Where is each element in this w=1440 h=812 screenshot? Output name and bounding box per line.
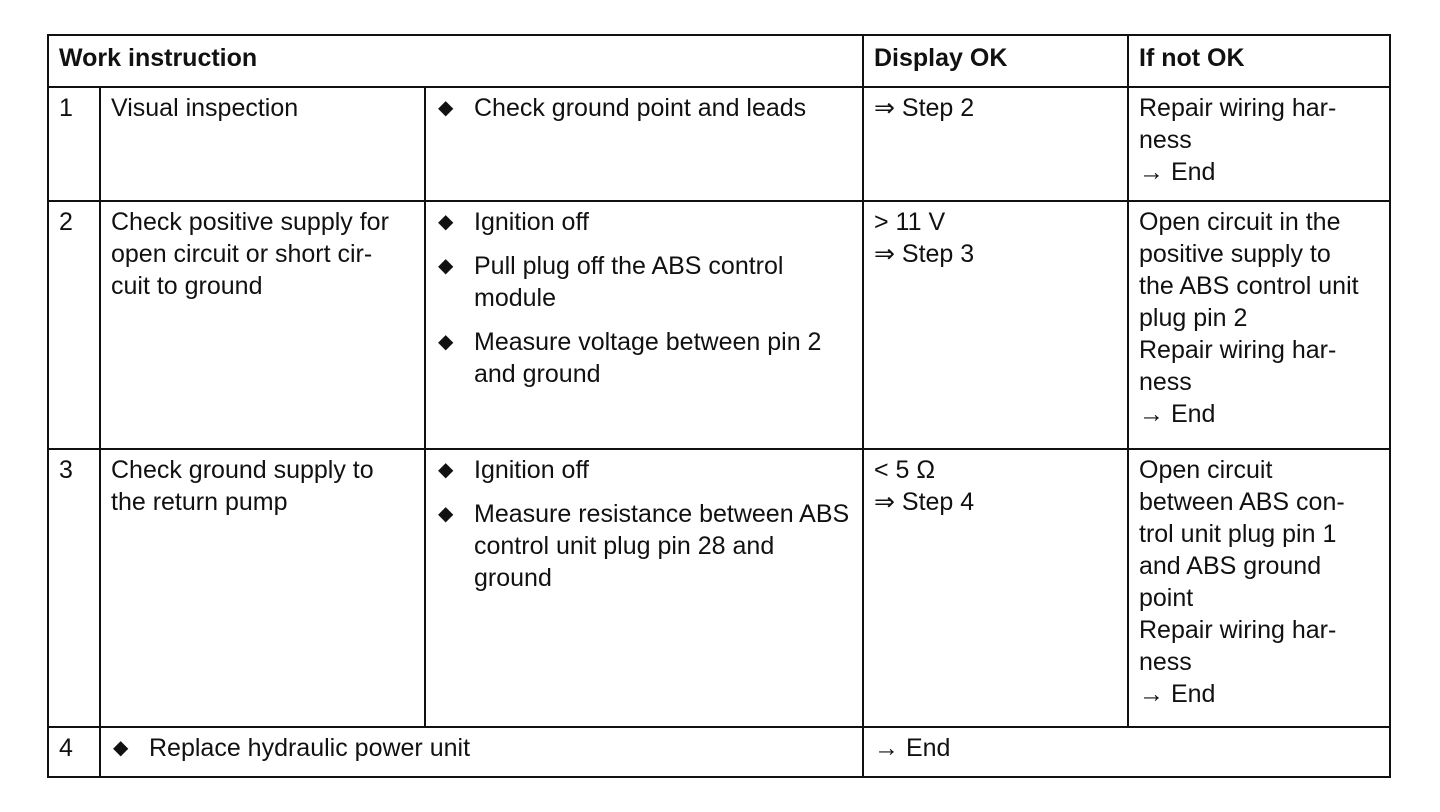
if-not-ok-line: ness: [1139, 368, 1192, 396]
diamond-bullet-icon: ◆: [438, 211, 454, 233]
display-ok-line: > 11 V: [874, 208, 946, 236]
if-not-ok-line: ness: [1139, 126, 1192, 154]
list-item: ◆ Replace hydraulic power unit: [113, 734, 471, 762]
if-not-ok-cell: [1128, 449, 1390, 727]
diamond-bullet-icon: ◆: [438, 97, 454, 119]
if-not-ok-line: → End: [1139, 158, 1216, 186]
list-item: ◆ Ignition off: [438, 456, 589, 484]
list-item: ◆ Measure voltage between pin 2 and ground: [438, 328, 822, 388]
instruction-list: [436, 454, 852, 594]
if-not-ok-line: Open circuit in the: [1139, 208, 1341, 236]
description-line: cuit to ground: [111, 272, 263, 300]
if-not-ok-line: plug pin 2: [1139, 304, 1248, 332]
if-not-ok-line: the ABS control unit: [1139, 272, 1359, 300]
list-item: ◆ Check ground point and leads: [438, 94, 807, 122]
table-row: [48, 449, 1390, 727]
step-number: 1: [48, 87, 100, 201]
diamond-bullet-icon: ◆: [438, 331, 454, 353]
list-item: ◆ Measure resistance between ABS control unit plug pin 28 and ground: [438, 500, 850, 592]
instruction-list: [436, 92, 852, 124]
table-row: [48, 201, 1390, 449]
header-row: [48, 35, 1390, 87]
header-if-not-ok: If not OK: [1128, 35, 1390, 87]
step-instructions: [425, 87, 863, 201]
display-ok-line: < 5 Ω: [874, 456, 936, 484]
if-not-ok-line: → End: [1139, 400, 1216, 428]
step-number: 4: [48, 727, 100, 777]
if-not-ok-line: point: [1139, 584, 1194, 612]
header-work-instruction: Work instruction: [48, 35, 863, 87]
step-description: [100, 201, 425, 449]
if-not-ok-line: → End: [1139, 680, 1216, 708]
step-instructions: [425, 201, 863, 449]
display-ok-cell: [863, 449, 1128, 727]
display-ok-line: ⇒ Step 4: [874, 488, 975, 516]
if-not-ok-line: Repair wiring har-: [1139, 94, 1337, 122]
description-line: the return pump: [111, 488, 288, 516]
list-item: ◆ Pull plug off the ABS control module: [438, 252, 784, 312]
if-not-ok-line: and ABS ground: [1139, 552, 1322, 580]
header-display-ok: Display OK: [863, 35, 1128, 87]
description-line: open circuit or short cir-: [111, 240, 373, 268]
diamond-bullet-icon: ◆: [438, 503, 454, 525]
step-number: 2: [48, 201, 100, 449]
instruction-list: [111, 732, 852, 764]
step-description: [100, 87, 425, 201]
if-not-ok-line: trol unit plug pin 1: [1139, 520, 1337, 548]
list-item: ◆ Ignition off: [438, 208, 589, 236]
description-line: Check ground supply to: [111, 456, 374, 484]
display-ok-line: ⇒ Step 3: [874, 240, 975, 268]
diamond-bullet-icon: ◆: [438, 459, 454, 481]
table-row: [48, 87, 1390, 201]
if-not-ok-line: Repair wiring har-: [1139, 616, 1337, 644]
if-not-ok-line: Open circuit: [1139, 456, 1273, 484]
step-description: [100, 449, 425, 727]
if-not-ok-line: between ABS con-: [1139, 488, 1345, 516]
step-number: 3: [48, 449, 100, 727]
display-ok-line: ⇒ Step 2: [874, 94, 975, 122]
instruction-list: [436, 206, 852, 390]
table-row: [48, 727, 1390, 777]
description-line: Visual inspection: [111, 94, 299, 122]
step-instructions: [100, 727, 863, 777]
display-ok-cell: [863, 87, 1128, 201]
if-not-ok-line: Repair wiring har-: [1139, 336, 1337, 364]
if-not-ok-line: positive supply to: [1139, 240, 1331, 268]
description-line: Check positive supply for: [111, 208, 389, 236]
diamond-bullet-icon: ◆: [113, 737, 129, 759]
step-instructions: [425, 449, 863, 727]
display-ok-cell: [863, 201, 1128, 449]
diamond-bullet-icon: ◆: [438, 255, 454, 277]
display-ok-cell: → End: [863, 727, 1390, 777]
if-not-ok-cell: [1128, 87, 1390, 201]
work-instruction-table: [47, 34, 1391, 778]
if-not-ok-cell: [1128, 201, 1390, 449]
if-not-ok-line: ness: [1139, 648, 1192, 676]
